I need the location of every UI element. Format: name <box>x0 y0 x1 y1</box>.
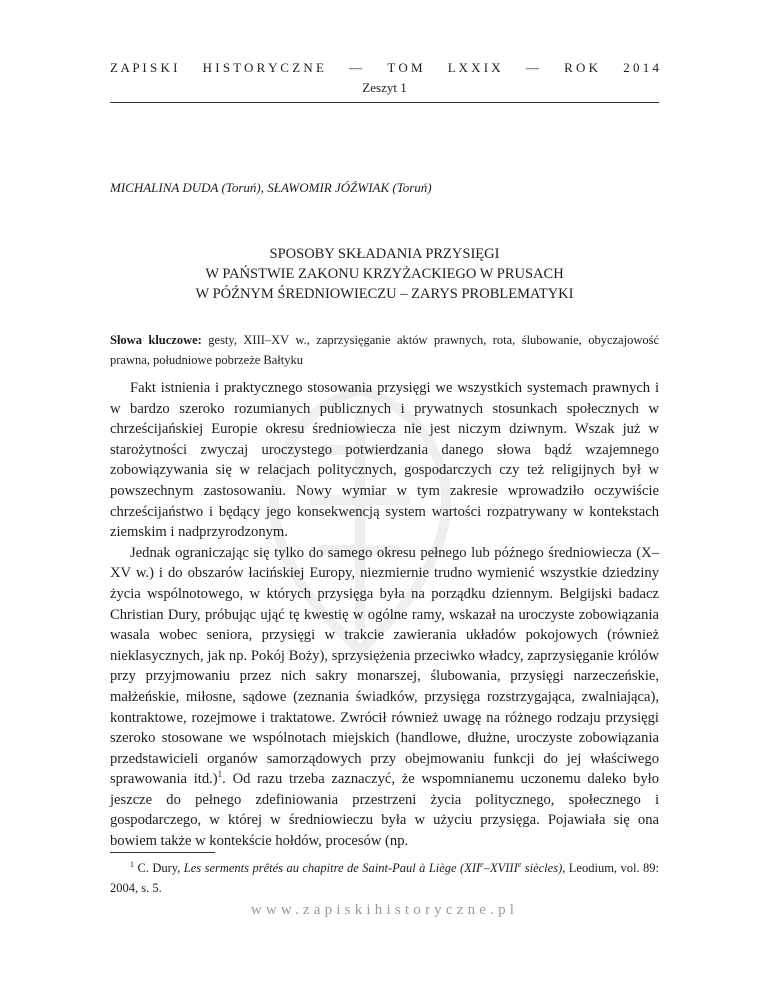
header-word: R O K <box>564 60 599 75</box>
paragraph-text: Jednak ograniczając się tylko do samego okresu pełnego lub późnego średniowiecza (X–XV w.) i do obszarów łacińskiej Europy, niezmiernie trudno wymienić wszystkie dziedziny życia wspólnotowego, w których przysięga była na porządku dziennym. Belgijski badacz Christian Dury, próbując ująć tę kwestię w ogólne ramy, wskazał na uroczyste zobowiązania wasala wobec seniora, przysięgi w trakcie zawierania układów pokojowych (również nieklasycznych, jak np. Pokój Boży), sprzysiężenia przeciwko władcy, zaprzysięganie królów przy przyjmowaniu przez nich sakry monarszej, ślubowania, przysięgi narzeczeńskie, małżeńskie, miłosne, sądowe (zeznania świadków, przysięga rozstrzygająca, zwalniająca), kontraktowe, rozejmowe i traktatowe. Zwrócił również uwagę na różnego rodzaju przysięgi szeroko stosowane we wspólnotach miejskich (handlowe, dłużne, uroczyste zobowiązania przedstawicieli organów samorządowych przy obejmowaniu funkcji do jej właściwego sprawowania itd.) <box>110 544 659 788</box>
superscript: e <box>517 859 522 869</box>
footnote-rule <box>110 852 215 853</box>
header-word: L X X I X <box>447 60 501 75</box>
footnote-author: C. Dury, <box>137 861 184 875</box>
paragraph <box>110 543 659 852</box>
issue-number: Zeszyt 1 <box>362 80 407 95</box>
header-word: H I S T O R Y C Z N E <box>202 60 324 75</box>
title-line: W PÓŹNYM ŚREDNIOWIECZU – ZARYS PROBLEMATYKI <box>195 286 574 302</box>
keywords-text: gesty, XIII–XV w., zaprzysięganie aktów prawnych, rota, ślubowanie, obyczajowość prawna, południowe pobrzeże Bałtyku <box>110 333 660 367</box>
header-word: Z A P I S K I <box>110 60 178 75</box>
footnote-rest: , Leodium, vol. 89: 2004, s. 5. <box>110 861 659 895</box>
header-word: — <box>525 60 539 75</box>
footnote-title-text: Les serments prêtés au chapitre de Saint-Paul à Liège (XII <box>183 861 481 875</box>
footnote-title-text: siècles) <box>521 861 563 875</box>
header-word: — <box>349 60 363 75</box>
header-word: T O M <box>387 60 423 75</box>
keywords <box>110 330 659 370</box>
journal-header <box>110 60 659 76</box>
article-body <box>110 378 659 852</box>
footnote-reference[interactable]: 1 <box>217 769 223 780</box>
header-rule <box>110 102 659 103</box>
footnote <box>110 858 659 898</box>
footnote-number: 1 <box>130 859 134 869</box>
keywords-label: Słowa kluczowe: <box>110 333 202 347</box>
article-title <box>110 244 659 304</box>
superscript: e <box>480 859 484 869</box>
title-line: SPOSOBY SKŁADANIA PRZYSIĘGI <box>269 246 500 262</box>
header-word: 2 0 1 4 <box>623 60 659 75</box>
paragraph: Fakt istnienia i praktycznego stosowania przysięgi we wszystkich systemach prawnych i w bardzo szeroko rozumianych publicznych i prywatnych stosunkach społecznych w chrześcijańskiej Europie okresu średniowiecza nie jest niczym dziwnym. Wszak już w starożytności zwyczaj uroczystego potwierdzania danego słowa bądź wzajemnego zobowiązywania się w relacjach politycznych, gospodarczych czy też religijnych był w powszechnym zastosowaniu. Nowy wymiar w tym zakresie wprowadziło oczywiście chrześcijaństwo i będący jego konsekwencją system wartości rozpatrywany w kontekstach ziemskim i nadprzyrodzonym. <box>110 380 659 541</box>
paragraph-text: . Od razu trzeba zaznaczyć, że wspomnianemu uczonemu daleko było jeszcze do pełnego zdefiniowania przestrzeni życia politycznego, społecznego i gospodarczego, w której w średniowieczu była w użyciu przysięga. Pojawiała się ona bowiem także w kontekście hołdów, procesów (np. <box>110 771 659 850</box>
title-line: W PAŃSTWIE ZAKONU KRZYŻACKIEGO W PRUSACH <box>205 266 564 282</box>
footnote-title <box>184 861 562 875</box>
footnote-title-text: –XVIII <box>483 861 518 875</box>
article-authors: MICHALINA DUDA (Toruń), SŁAWOMIR JÓŹWIAK (Toruń) <box>110 180 432 195</box>
website-footer[interactable]: www.zapiskihistoryczne.pl <box>250 902 519 918</box>
